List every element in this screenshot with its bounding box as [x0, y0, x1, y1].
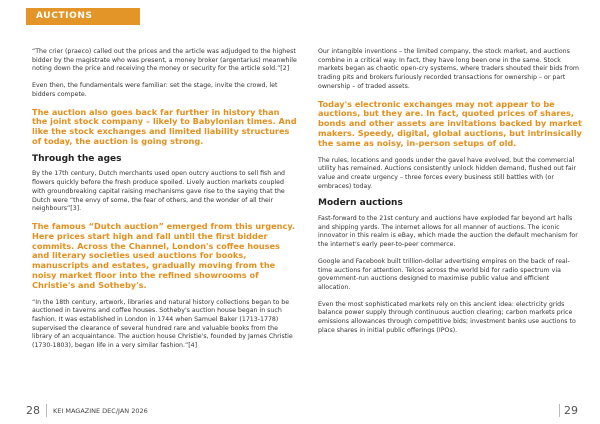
body-paragraph: The rules, locations and goods under the gavel have evolved, but the commercial utility has remained. Auctions consistently unlock hidden demand, flushed out fair value and create urgency – three forces every business still battles with (or embraces) today.: [318, 156, 577, 190]
quote-paragraph: “The crier (praeco) called out the prices and the article was adjudged to the highest bidder by the magistrate who was present, a money broker (argentarius) meanwhile noting down the price and receiving the money or security for the article sold.”[2]: [32, 48, 297, 73]
footer-divider: [559, 404, 560, 417]
section-tab: AUCTIONS: [26, 8, 140, 25]
quote-paragraph: “In the 18th century, artwork, libraries and natural history collections began to be auctioned in taverns and coffee houses. Sotheby's auction house began in such fashion. It was established in London in 1744 when Samuel Baker (1713-1778) supervised the clearance of several hundred rare and valuable books from the library of an acquaintance. The auction house Christie's, founded by James Christie (1730-1803), began life in a very similar fashion.”[4]: [32, 298, 293, 350]
magazine-title: KEI MAGAZINE DEC/JAN 2026: [53, 406, 148, 415]
body-paragraph: By the 17th century, Dutch merchants used open outcry auctions to sell fish and flowers quickly before the fresh produce spoiled. Lively auction markets coupled with groundbreaking capital raising mechanisms gave rise to the saying that the Dutch were “the envy of some, the fear of others, and the wonder of all their neighbours”[3].: [32, 170, 286, 213]
right-column: [318, 48, 583, 343]
footer-right: [559, 404, 578, 417]
footer-divider: [46, 404, 47, 417]
body-paragraph: Google and Facebook built trillion-dollar advertising empires on the back of real-time auctions for attention. Telcos across the world bid for radio spectrum via government-run auctions designed to maximise public value and efficient allocation.: [318, 257, 570, 291]
body-paragraph: Even the most sophisticated markets rely on this ancient idea: electricity grids balance power supply through continuous auction clearing; carbon markets price emissions allowances through competitive bids; investment banks use auctions to place shares in initial public offerings (IPOs).: [318, 300, 576, 334]
subheading-modern-auctions: Modern auctions: [318, 198, 403, 209]
page-number-right: 29: [564, 404, 578, 417]
body-paragraph: Fast-forward to the 21st century and auctions have exploded far beyond art halls and shipping yards. The internet allows for all manner of auctions. The iconic innovator in this realm is eBay, which made the auction the default mechanism for the internet's early peer-to-peer commerce.: [318, 215, 578, 249]
left-column: [32, 48, 297, 359]
body-paragraph: Even then, the fundamentals were familiar: set the stage, invite the crowd, let bidders compete.: [32, 82, 278, 98]
body-paragraph: Our intangible inventions – the limited company, the stock market, and auctions combine in a critical way. In fact, they have long been one in the same. Stock markets began as chaotic open-cry systems, where traders shouted their bids from trading pits and brokers furiously recorded transactions for ownership – or part ownership – of traded assets.: [318, 48, 580, 90]
page-number-left: 28: [26, 404, 40, 417]
subheading-through-the-ages: Through the ages: [32, 153, 122, 164]
footer-left: [26, 404, 148, 417]
pull-quote: The auction also goes back far further in history than the joint stock company – likely to Babylonian times. And like the stock exchanges and limited liability structures of today, the auction is going strong.: [32, 106, 297, 146]
pull-quote: The famous “Dutch auction” emerged from this urgency. Here prices start high and fall until the first bidder commits. Across the Channel, London's coffee houses and literary societies used auctions for books, manuscripts and estates, gradually moving from the noisy market floor into the refined showrooms of Christie's and Sotheby's.: [32, 220, 296, 290]
pull-quote: Today's electronic exchanges may not appear to be auctions, but they are. In fact, quoted prices of shares, bonds and other assets are invitations backed by market makers. Speedy, digital, global auctions, but intrinsically the same as noisy, in-person setups of old.: [318, 98, 582, 148]
